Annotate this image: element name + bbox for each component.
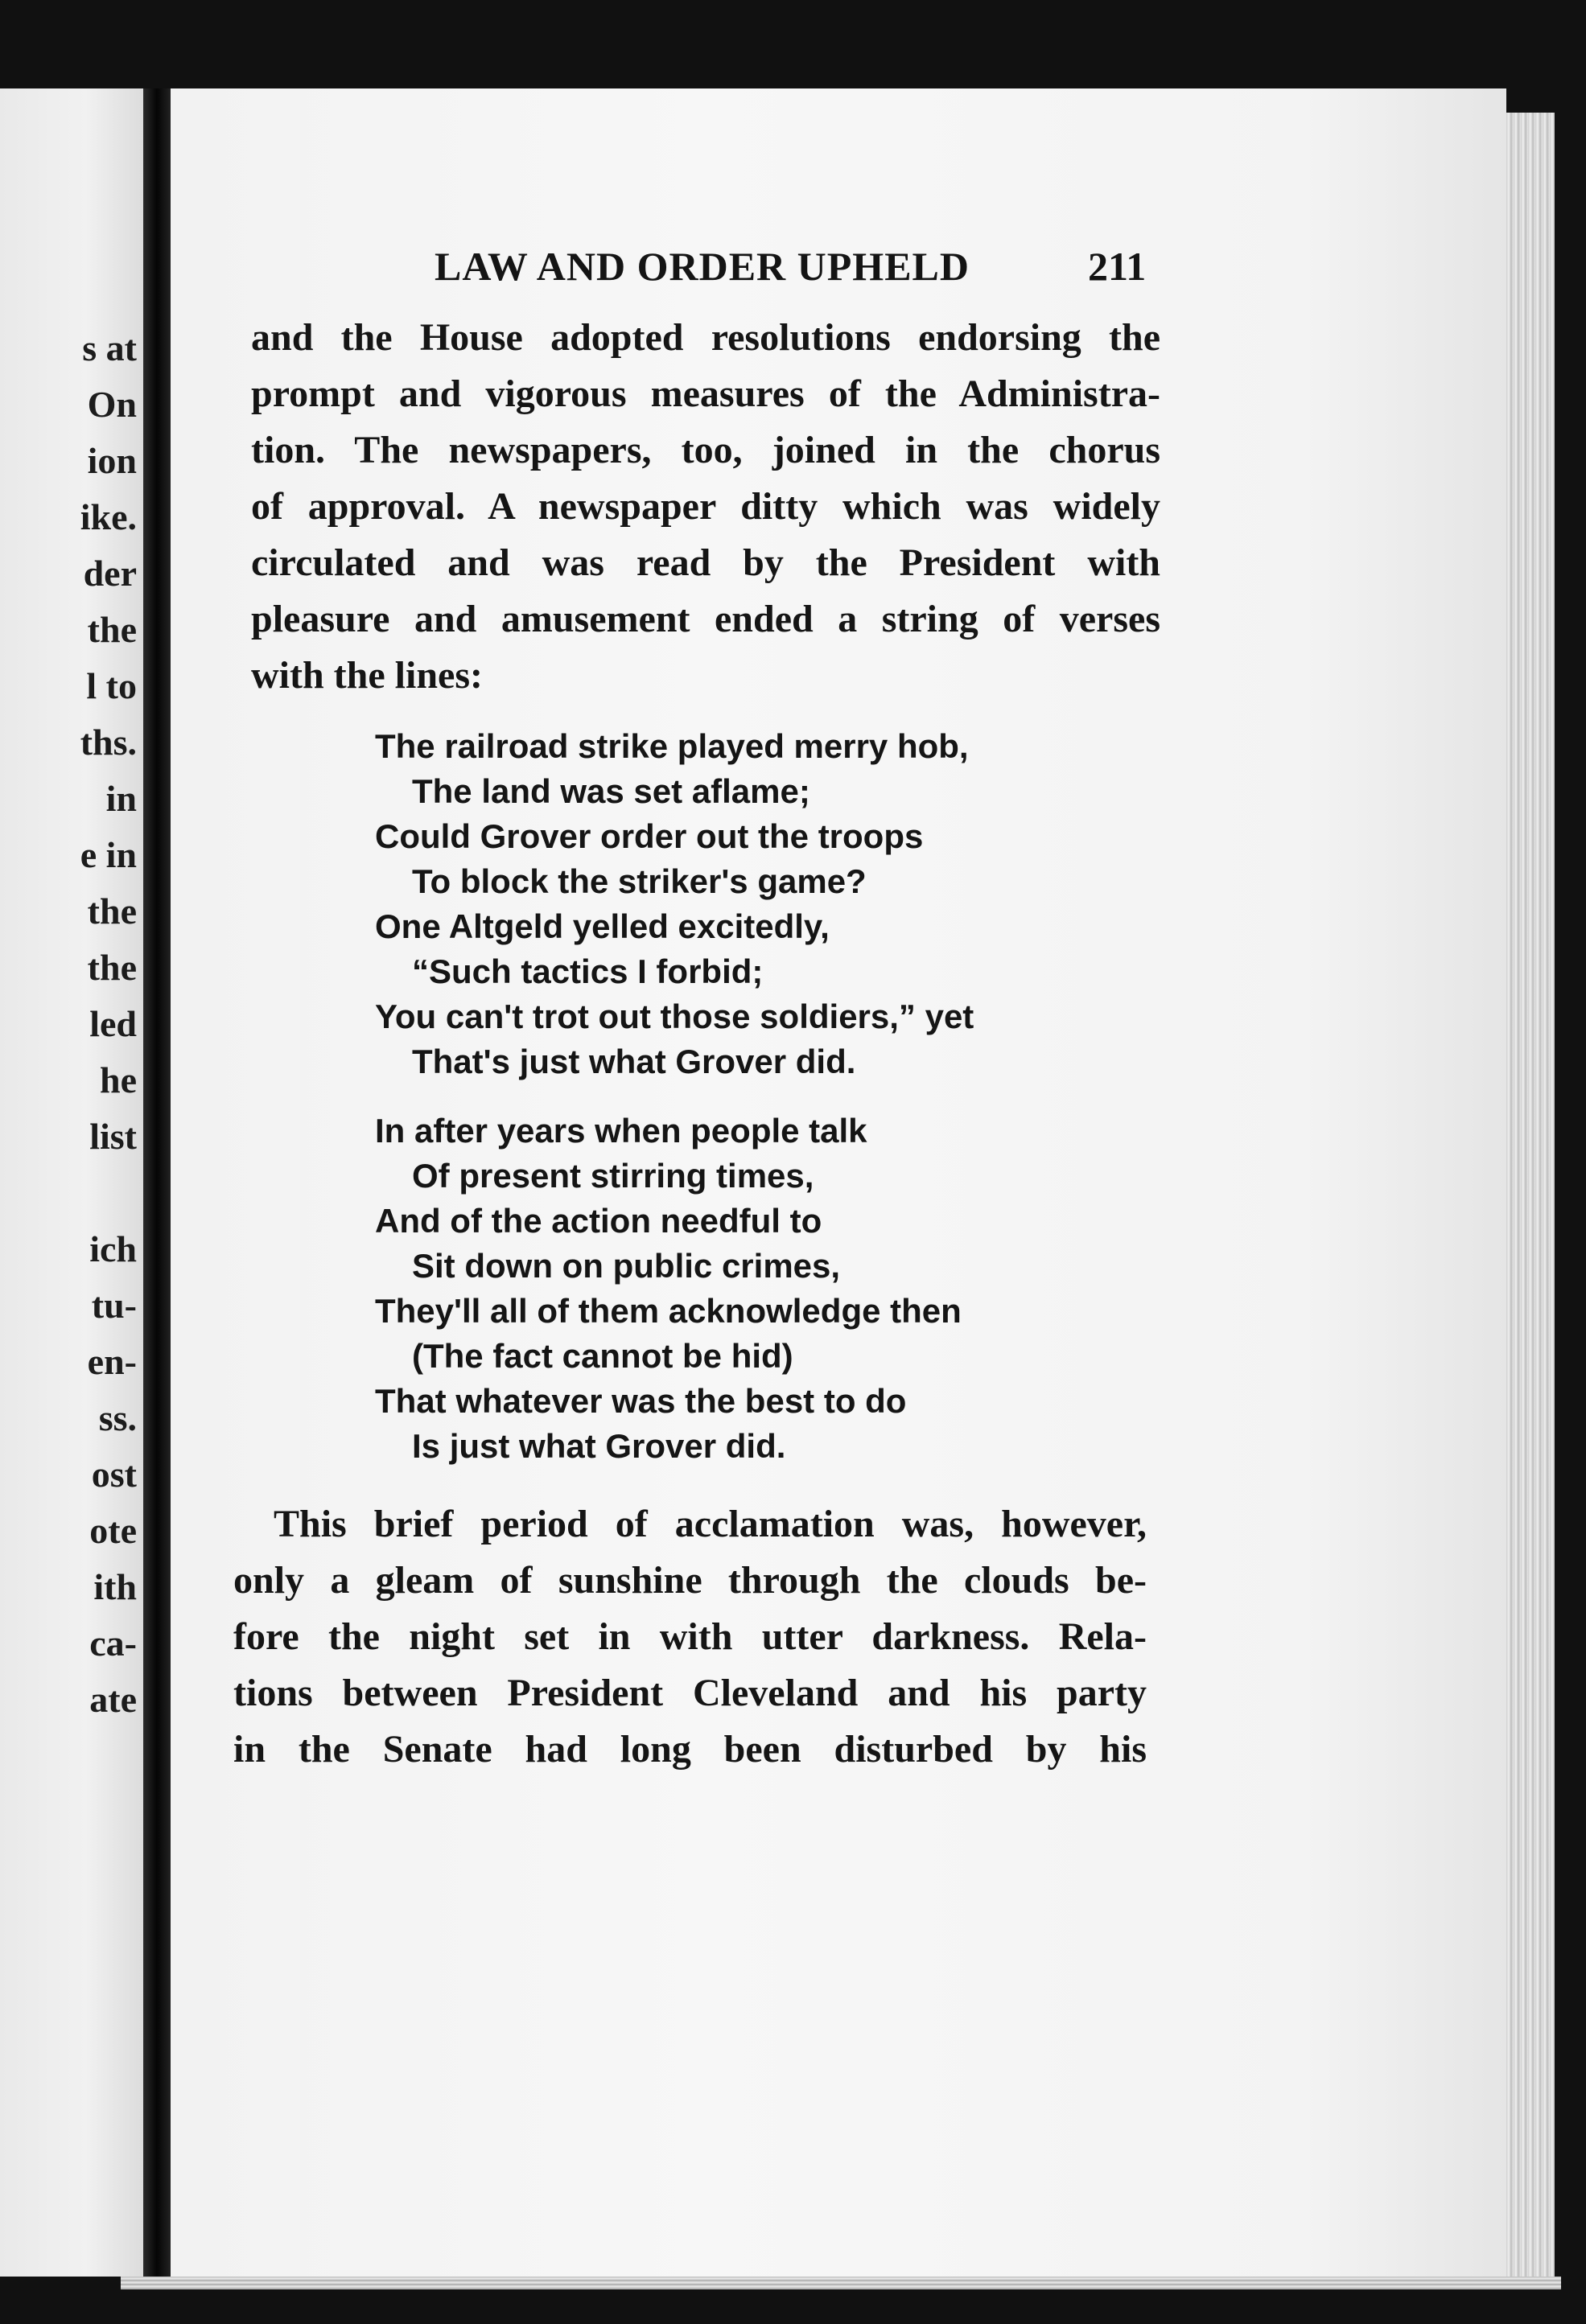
verse-line: To block the striker's game? <box>412 862 867 900</box>
verse-line: That whatever was the best to do <box>375 1382 907 1420</box>
poem-stanza-2 <box>375 1109 974 1469</box>
verse-line: “Such tactics I forbid; <box>412 952 764 990</box>
text-line: prompt and vigorous measures of the Administra- <box>251 372 1160 415</box>
poem-stanza-1 <box>375 724 974 1084</box>
verse-line: Sit down on public crimes, <box>412 1247 841 1285</box>
verse-line: Is just what Grover did. <box>412 1427 786 1465</box>
text-line: fore the night set in with utter darkness. Rela- <box>233 1615 1147 1658</box>
verse-line: The railroad strike played merry hob, <box>375 727 969 765</box>
left-page-fragment: ion <box>87 440 137 481</box>
paragraph-2 <box>233 1496 1147 1778</box>
book-gutter <box>143 88 171 2277</box>
text-line: of approval. A newspaper ditty which was widely <box>251 485 1160 528</box>
left-page-fragment: ths. <box>80 722 137 763</box>
left-page-fragment: ate <box>89 1679 137 1720</box>
left-page-fragment: ote <box>89 1510 137 1551</box>
left-page-fragment: en- <box>87 1341 137 1382</box>
poem <box>375 724 974 1469</box>
page-bottom-edge <box>121 2277 1561 2289</box>
text-line: circulated and was read by the President with <box>251 541 1160 584</box>
paragraph-1 <box>251 310 1160 704</box>
left-page-fragment: ost <box>91 1454 137 1495</box>
left-facing-page <box>0 88 143 2277</box>
left-page-fragment: tu- <box>91 1285 137 1326</box>
left-page-fragment: e in <box>80 834 137 875</box>
text-line: with the lines: <box>251 654 483 697</box>
verse-line: In after years when people talk <box>375 1112 867 1150</box>
text-line: pleasure and amusement ended a string of verses <box>251 598 1160 640</box>
verse-line: That's just what Grover did. <box>412 1043 856 1080</box>
left-page-fragment: led <box>89 1003 137 1044</box>
text-line: This brief period of acclamation was, however, <box>274 1503 1147 1545</box>
text-line: tion. The newspapers, too, joined in the chorus <box>251 429 1160 471</box>
verse-line: (The fact cannot be hid) <box>412 1337 793 1375</box>
left-page-fragment: ith <box>93 1566 137 1607</box>
page-edge <box>1506 113 1555 2285</box>
page-number: 211 <box>1088 244 1147 289</box>
left-page-fragment: ss. <box>98 1397 137 1438</box>
text-line: tions between President Cleveland and his party <box>233 1672 1147 1714</box>
text-line: and the House adopted resolutions endorsing the <box>251 316 1160 359</box>
left-page-fragment: ca- <box>89 1623 137 1664</box>
left-page-fragment: l to <box>86 665 137 706</box>
verse-line: And of the action needful to <box>375 1202 822 1240</box>
left-page-fragment: in <box>105 778 137 819</box>
left-page-fragment: ich <box>89 1228 137 1269</box>
verse-line: One Altgeld yelled excitedly, <box>375 907 830 945</box>
left-page-fragment: list <box>89 1116 137 1157</box>
running-head: LAW AND ORDER UPHELD <box>435 244 970 289</box>
verse-line: Could Grover order out the troops <box>375 817 924 855</box>
left-page-fragment: the <box>87 947 137 988</box>
left-page-fragment: ike. <box>80 496 137 537</box>
left-page-fragment: the <box>87 891 137 932</box>
text-line: only a gleam of sunshine through the clouds be- <box>233 1559 1147 1602</box>
verse-line: They'll all of them acknowledge then <box>375 1292 962 1330</box>
left-page-fragment: the <box>87 609 137 650</box>
left-page-fragment: der <box>83 553 137 594</box>
left-page-fragment: s at <box>82 327 137 368</box>
verse-line: Of present stirring times, <box>412 1157 814 1195</box>
left-page-fragment: On <box>87 384 137 425</box>
verse-line: You can't trot out those soldiers,” yet <box>375 997 974 1035</box>
text-line: in the Senate had long been disturbed by his <box>233 1728 1147 1771</box>
verse-line: The land was set aflame; <box>412 772 810 810</box>
left-page-fragment: he <box>100 1059 137 1100</box>
